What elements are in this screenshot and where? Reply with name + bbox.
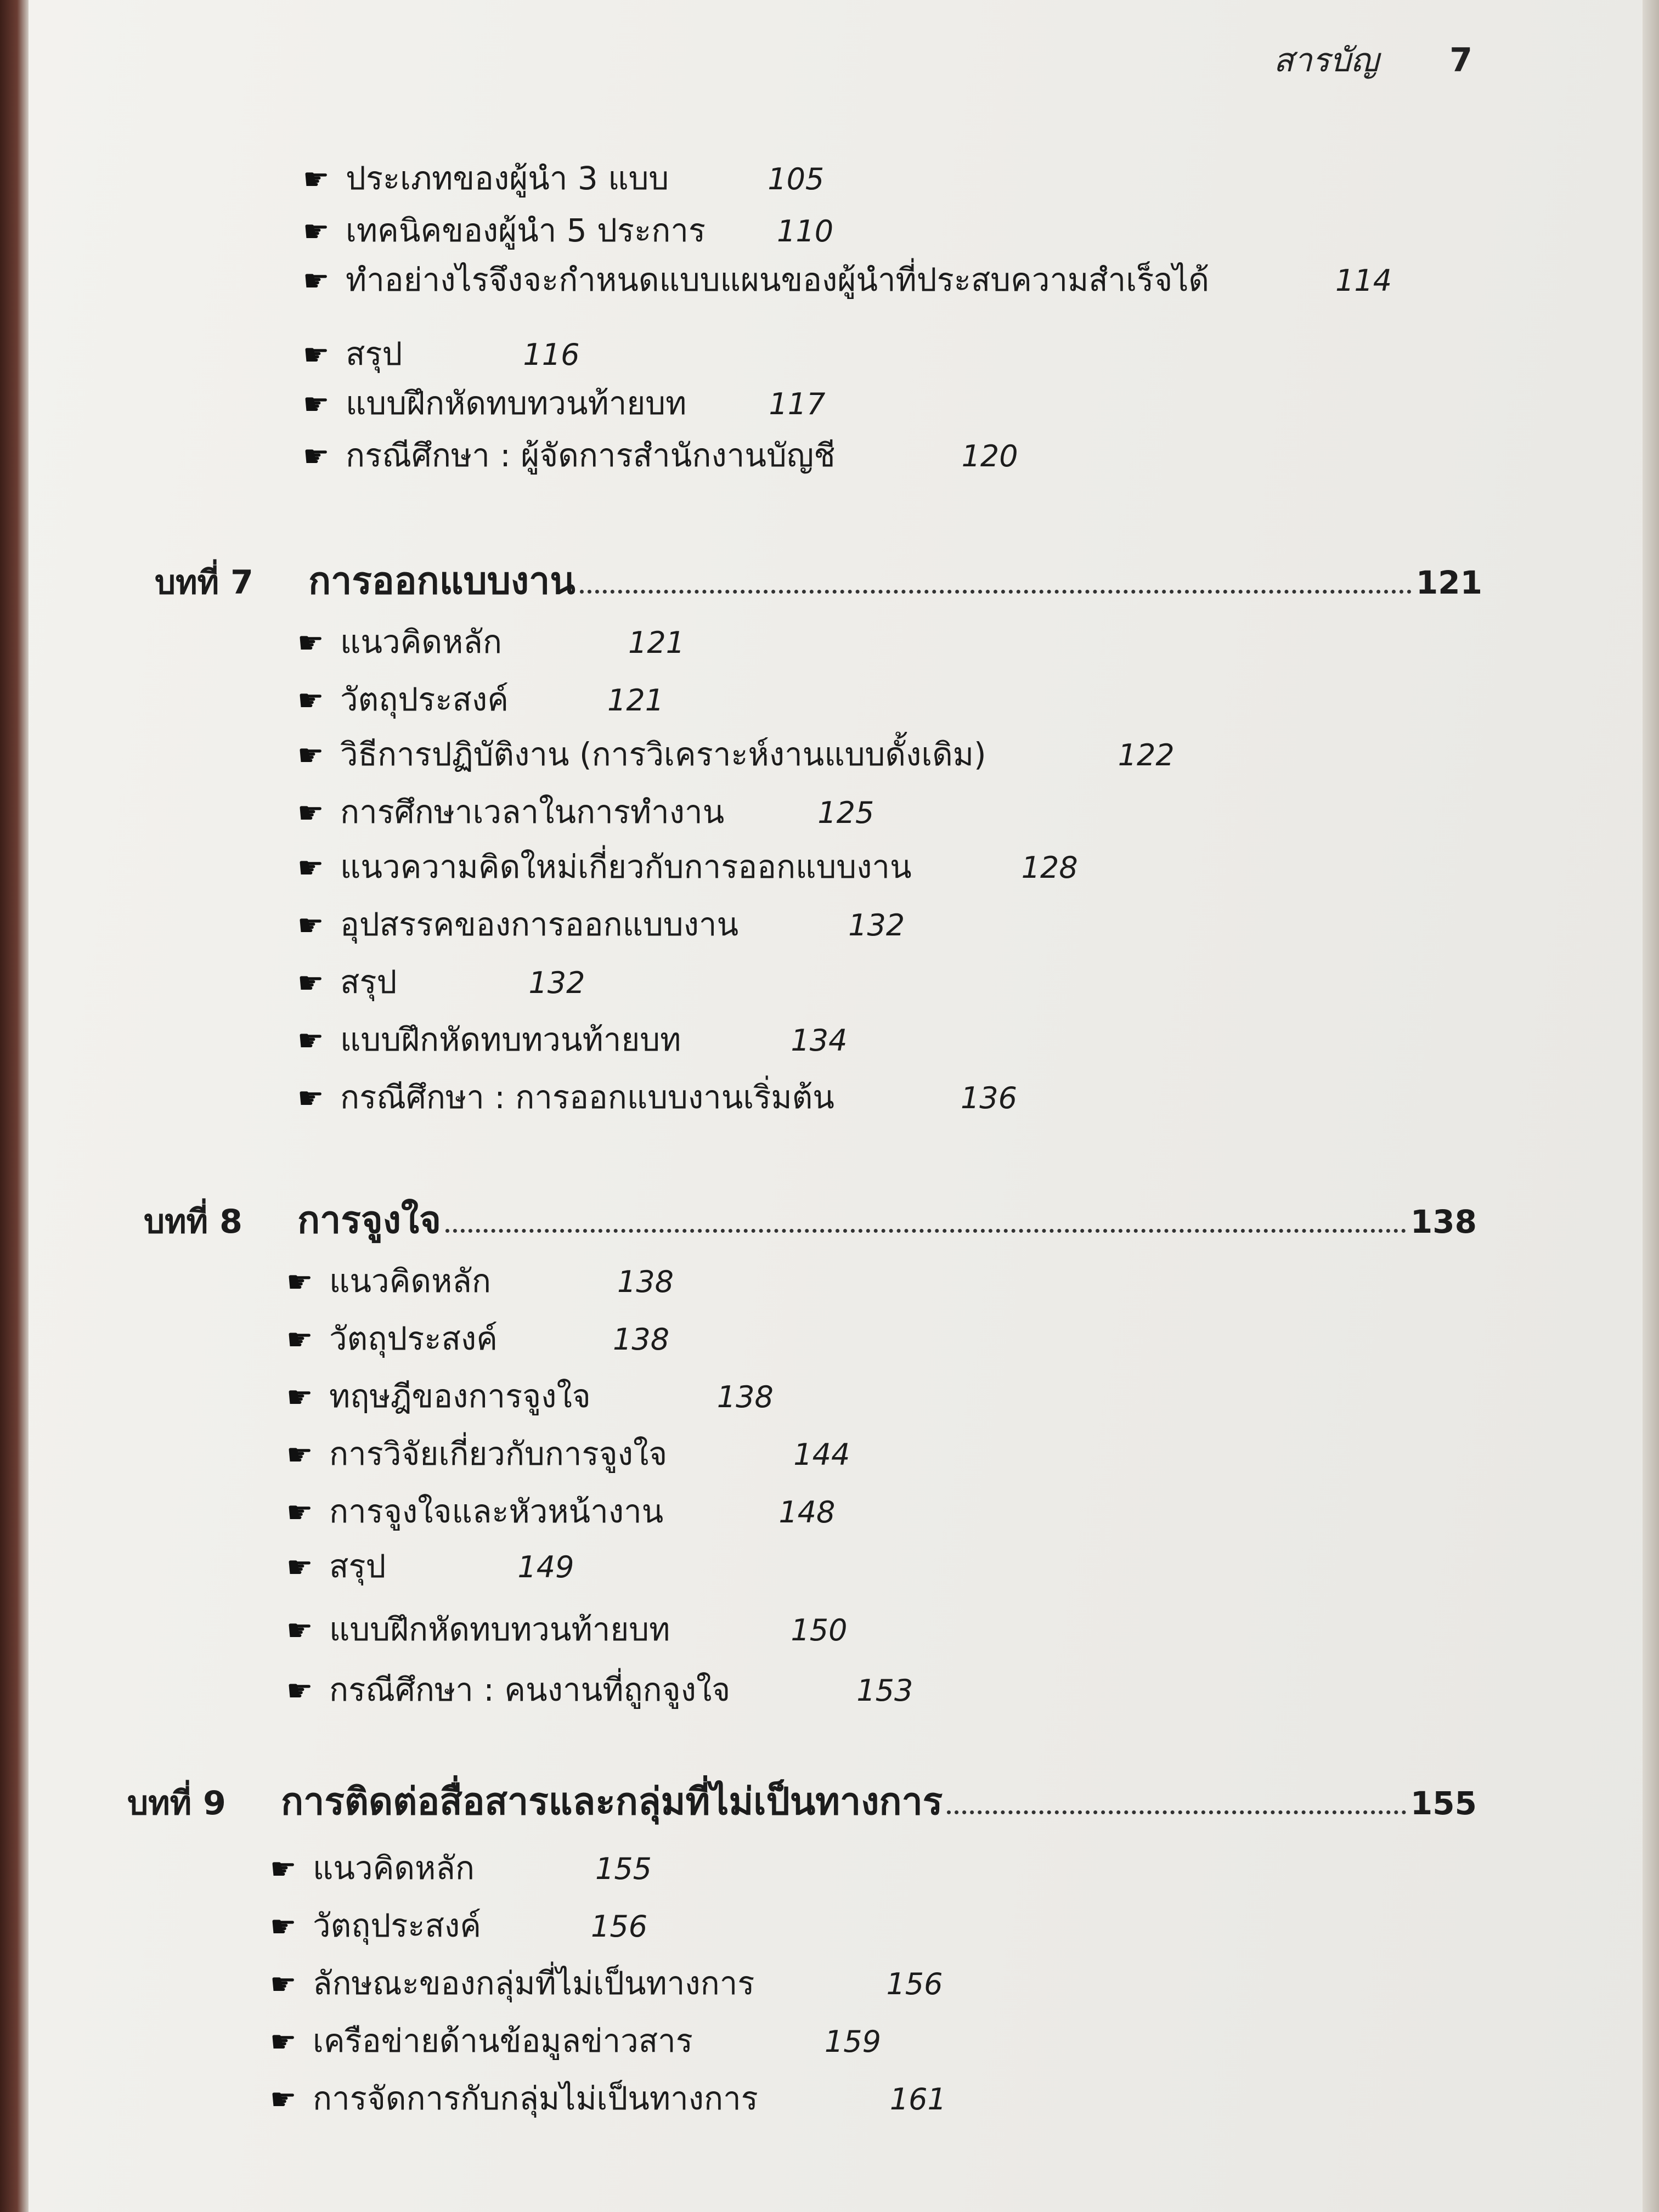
pointing-hand-icon: ☛ (303, 439, 330, 473)
chapter-page: 138 (1410, 1203, 1477, 1240)
toc-entry (297, 680, 664, 720)
chapter-title: การจูงใจ (297, 1199, 441, 1242)
dot-leader (947, 1810, 1406, 1814)
pointing-hand-icon: ☛ (286, 1322, 313, 1357)
toc-entry (297, 905, 905, 945)
pointing-hand-icon: ☛ (270, 2082, 297, 2117)
entry-label: กรณีศึกษา : คนงานที่ถูกจูงใจ (329, 1671, 731, 1708)
entry-label: การจัดการกับกลุ่มไม่เป็นทางการ (313, 2080, 758, 2117)
chapter-number: บทที่ 9 (127, 1784, 226, 1822)
entry-label: วัตถุประสงค์ (340, 681, 509, 718)
pointing-hand-icon: ☛ (303, 162, 330, 196)
toc-entry (286, 1319, 669, 1359)
header-title: สารบัญ (1273, 41, 1379, 80)
toc-entry (286, 1262, 674, 1301)
toc-entry (297, 623, 685, 662)
toc-entry (303, 211, 833, 251)
toc-entry (303, 335, 579, 374)
toc-entry (270, 2022, 881, 2061)
dot-leader (445, 1228, 1406, 1233)
toc-entry (303, 159, 824, 199)
entry-label: อุปสรรคของการออกแบบงาน (340, 906, 739, 943)
pointing-hand-icon: ☛ (303, 214, 330, 249)
entry-page: 134 (791, 1023, 848, 1058)
entry-label: วัตถุประสงค์ (313, 1907, 481, 1944)
pointing-hand-icon: ☛ (270, 1909, 297, 1944)
entry-label: สรุป (346, 335, 403, 373)
entry-page: 116 (523, 337, 580, 372)
chapter-page: 155 (1410, 1785, 1477, 1822)
entry-label: แบบฝึกหัดทบทวนท้ายบท (329, 1611, 670, 1648)
toc-entry (297, 793, 874, 832)
entry-page: 122 (1118, 738, 1175, 772)
toc-entry (303, 436, 1018, 476)
entry-page: 105 (768, 162, 825, 196)
entry-page: 138 (613, 1322, 670, 1357)
toc-entry (270, 2079, 946, 2119)
entry-label: แบบฝึกหัดทบทวนท้ายบท (346, 385, 687, 422)
entry-page: 110 (777, 214, 834, 249)
entry-label: การจูงใจและหัวหน้างาน (329, 1493, 664, 1530)
entry-label: แนวคิดหลัก (329, 1262, 491, 1300)
entry-label: วิธีการปฏิบัติงาน (การวิเคราะห์งานแบบดั้งเดิม) (340, 736, 986, 773)
pointing-hand-icon: ☛ (297, 795, 324, 830)
entry-label: ลักษณะของกลุ่มที่ไม่เป็นทางการ (313, 1965, 755, 2002)
book-page (29, 0, 1643, 2212)
pointing-hand-icon: ☛ (286, 1380, 313, 1414)
pointing-hand-icon: ☛ (286, 1673, 313, 1708)
entry-page: 156 (886, 1967, 943, 2001)
entry-page: 148 (778, 1495, 836, 1530)
entry-page: 120 (961, 439, 1018, 473)
pointing-hand-icon: ☛ (303, 263, 330, 298)
entry-label: แนวความคิดใหม่เกี่ยวกับการออกแบบงาน (340, 848, 912, 885)
entry-label: การศึกษาเวลาในการทำงาน (340, 793, 725, 831)
pointing-hand-icon: ☛ (286, 1495, 313, 1530)
toc-entry (270, 1906, 647, 1946)
entry-label: ประเภทของผู้นำ 3 แบบ (346, 160, 669, 197)
pointing-hand-icon: ☛ (297, 966, 324, 1000)
pointing-hand-icon: ☛ (270, 2024, 297, 2059)
toc-entry (303, 261, 1392, 300)
entry-label: ทำอย่างไรจึงจะกำหนดแบบแผนของผู้นำที่ประสบความสำเร็จได้ (346, 261, 1210, 298)
toc-entry (286, 1610, 847, 1650)
toc-entry (297, 1078, 1017, 1118)
entry-page: 121 (607, 683, 664, 718)
page-stack-edge (1643, 0, 1659, 2212)
chapter-page: 121 (1415, 564, 1482, 601)
pointing-hand-icon: ☛ (297, 908, 324, 943)
entry-page: 144 (793, 1437, 850, 1472)
entry-label: แบบฝึกหัดทบทวนท้ายบท (340, 1021, 681, 1058)
entry-label: เครือข่ายด้านข้อมูลข่าวสาร (313, 2022, 693, 2059)
entry-page: 159 (824, 2024, 881, 2059)
toc-entry (270, 1849, 652, 1888)
chapter-title: การออกแบบงาน (308, 560, 575, 603)
entry-page: 132 (848, 908, 905, 943)
entry-page: 136 (960, 1081, 1018, 1115)
entry-page: 114 (1335, 263, 1392, 298)
entry-label: การวิจัยเกี่ยวกับการจูงใจ (329, 1435, 668, 1472)
chapter-title: การติดต่อสื่อสารและกลุ่มที่ไม่เป็นทางการ (281, 1780, 943, 1824)
toc-entry (297, 963, 585, 1002)
entry-label: สรุป (329, 1548, 386, 1585)
entry-label: แนวคิดหลัก (313, 1849, 475, 1887)
pointing-hand-icon: ☛ (270, 1967, 297, 2001)
pointing-hand-icon: ☛ (286, 1265, 313, 1299)
pointing-hand-icon: ☛ (297, 738, 324, 772)
entry-page: 155 (595, 1852, 652, 1886)
header-page-number: 7 (1449, 41, 1472, 80)
toc-entry (286, 1547, 574, 1587)
pointing-hand-icon: ☛ (303, 337, 330, 372)
toc-entry (297, 1020, 847, 1060)
entry-page: 156 (591, 1909, 648, 1944)
dot-leader (580, 589, 1412, 594)
entry-label: เทคนิคของผู้นำ 5 ประการ (346, 212, 706, 249)
entry-page: 125 (817, 795, 874, 830)
pointing-hand-icon: ☛ (270, 1852, 297, 1886)
chapter-heading (144, 1199, 1477, 1244)
entry-label: แนวคิดหลัก (340, 623, 502, 661)
chapter-heading (155, 560, 1482, 605)
pointing-hand-icon: ☛ (286, 1550, 313, 1584)
book-edge (0, 0, 29, 2212)
entry-label: วัตถุประสงค์ (329, 1320, 498, 1357)
pointing-hand-icon: ☛ (297, 1023, 324, 1058)
entry-page: 161 (889, 2082, 946, 2117)
pointing-hand-icon: ☛ (297, 625, 324, 660)
pointing-hand-icon: ☛ (286, 1613, 313, 1647)
toc-entry (297, 848, 1078, 887)
toc-entry (286, 1435, 850, 1474)
entry-page: 138 (617, 1265, 674, 1299)
entry-label: ทฤษฎีของการจูงใจ (329, 1378, 591, 1415)
pointing-hand-icon: ☛ (303, 387, 330, 421)
toc-entry (303, 384, 825, 424)
running-header (1273, 34, 1472, 86)
entry-page: 153 (856, 1673, 913, 1708)
entry-label: กรณีศึกษา : ผู้จัดการสำนักงานบัญชี (346, 437, 836, 474)
chapter-number: บทที่ 7 (155, 563, 253, 602)
entry-page: 149 (517, 1550, 574, 1584)
entry-page: 132 (528, 966, 585, 1000)
toc-entry (270, 1964, 943, 2004)
chapter-heading (127, 1780, 1477, 1825)
toc-entry (297, 735, 1175, 775)
pointing-hand-icon: ☛ (297, 1081, 324, 1115)
pointing-hand-icon: ☛ (297, 683, 324, 718)
pointing-hand-icon: ☛ (297, 850, 324, 885)
chapter-number: บทที่ 8 (144, 1203, 242, 1241)
pointing-hand-icon: ☛ (286, 1437, 313, 1472)
toc-entry (286, 1377, 774, 1417)
entry-label: สรุป (340, 963, 397, 1001)
entry-page: 128 (1021, 850, 1078, 885)
toc-entry (286, 1671, 913, 1710)
entry-page: 117 (769, 387, 826, 421)
entry-page: 138 (716, 1380, 774, 1414)
entry-label: กรณีศึกษา : การออกแบบงานเริ่มต้น (340, 1079, 834, 1116)
entry-page: 121 (628, 625, 685, 660)
toc-entry (286, 1492, 835, 1532)
entry-page: 150 (791, 1613, 848, 1647)
